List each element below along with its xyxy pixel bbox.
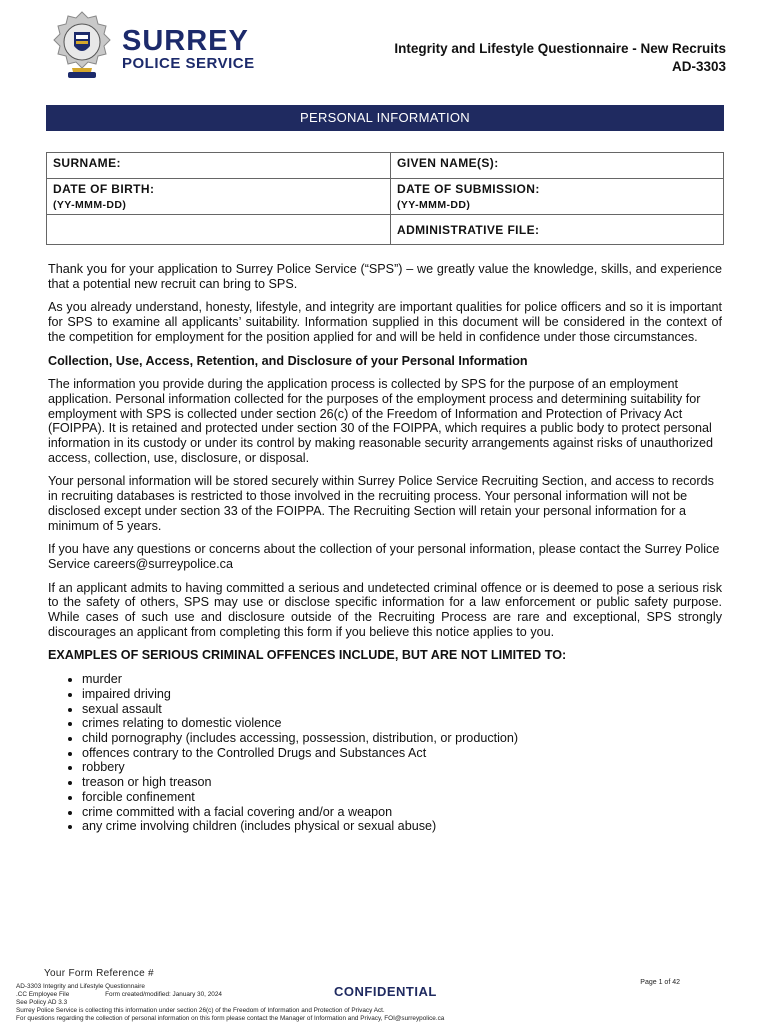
footer-line5: For questions regarding the collection of personal information on this form please contact the Manager of Information and Privacy, FOI@surreypolice.ca: [16, 1015, 445, 1023]
intro-paragraph: Thank you for your application to Surrey Police Service (“SPS”) – we greatly value the knowledge, skills, and experience that a potential new recruit can bring to SPS.: [48, 262, 722, 291]
offences-heading: EXAMPLES OF SERIOUS CRIMINAL OFFENCES INCLUDE, BUT ARE NOT LIMITED TO:: [48, 648, 567, 663]
offences-list: [48, 672, 722, 834]
date-of-birth-label: DATE OF BIRTH:: [53, 182, 155, 196]
administrative-file-field[interactable]: [391, 215, 724, 245]
date-of-birth-field[interactable]: [47, 179, 391, 215]
list-item: • offences contrary to the Controlled Drugs and Substances Act: [82, 746, 722, 761]
given-names-field[interactable]: [391, 153, 724, 179]
logo-surrey-text: SURREY: [122, 25, 249, 57]
surname-label: SURNAME:: [53, 156, 121, 170]
list-item: • impaired driving: [82, 687, 722, 702]
empty-cell: [47, 215, 391, 245]
date-of-submission-field[interactable]: [391, 179, 724, 215]
contact-paragraph: If you have any questions or concerns about the collection of your personal information, please contact the Surrey Police Service careers@surreypolice.ca: [48, 542, 720, 571]
date-of-submission-format: (YY-MMM-DD): [397, 199, 471, 211]
page-number: Page 1 of 42: [640, 979, 680, 986]
list-item: • forcible confinement: [82, 790, 722, 805]
collection-paragraph: The information you provide during the application process is collected by SPS for the purpose of an employment application. Personal information collected for the purposes of the employment process and determining suitability for employment with SPS is collected under section 26(c) of the Freedom of Information and Protection of Privacy Act (FOIPPA). It is retained and protected under section 30 of the FOIPPA, which requires a public body to protect personal information in its custody or under its control by making reasonable security arrangements against risks of unauthorized access, collection, use, disclosure, or disposal.: [48, 377, 714, 465]
list-item: • treason or high treason: [82, 775, 722, 790]
document-title: [394, 40, 726, 76]
footer-line3: See Policy AD 3.3: [16, 999, 68, 1007]
list-item: • crimes relating to domestic violence: [82, 716, 722, 731]
footer-employee-file: .CC Employee File: [16, 991, 70, 999]
document-title-line1: Integrity and Lifestyle Questionnaire - New Recruits: [394, 41, 726, 56]
surname-field[interactable]: [47, 153, 391, 179]
footer-line1: AD-3303 Integrity and Lifestyle Questionnaire: [16, 983, 145, 990]
disclosure-paragraph: If an applicant admits to having committed a serious and undetected criminal offence or is deemed to pose a serious risk to the safety of others, SPS may use or disclose specific information for a law enforcement or public safety purpose. While cases of such use and disclosure outside of the Recruiting Process are rare and exceptional, SPS strongly discourages an applicant from completing this form if you believe this notice applies to you.: [48, 580, 722, 639]
document-code: AD-3303: [671, 59, 726, 74]
body-content: [48, 262, 722, 834]
list-item: • any crime involving children (includes physical or sexual abuse): [82, 819, 722, 834]
section-banner: PERSONAL INFORMATION: [46, 105, 724, 131]
list-item: • child pornography (includes accessing, possession, distribution, or production): [82, 731, 522, 746]
surrey-police-logo: [50, 10, 270, 82]
personal-info-table: [46, 152, 724, 245]
given-names-label: GIVEN NAME(S):: [397, 156, 499, 170]
footer-form-date: Form created/modified: January 30, 2024: [105, 991, 222, 999]
list-item: • robbery: [82, 760, 722, 775]
list-item: • crime committed with a facial covering and/or a weapon: [82, 805, 722, 820]
date-of-birth-format: (YY-MMM-DD): [53, 199, 127, 211]
footer-line4: Surrey Police Service is collecting this information under section 26(c) of the Freedom of Information and Protection of Privacy Act.: [16, 1007, 385, 1015]
logo-police-service-text: POLICE SERVICE: [122, 55, 255, 72]
confidential-label: CONFIDENTIAL: [334, 984, 437, 999]
date-of-submission-label: DATE OF SUBMISSION:: [397, 182, 540, 196]
list-item: • sexual assault: [82, 702, 722, 717]
police-crest-icon: [50, 10, 114, 82]
collection-heading: Collection, Use, Access, Retention, and Disclosure of your Personal Information: [48, 353, 528, 368]
form-reference: Your Form Reference #: [44, 968, 154, 979]
administrative-file-label: ADMINISTRATIVE FILE:: [397, 223, 540, 237]
storage-paragraph: Your personal information will be stored securely within Surrey Police Service Recruiting Section, and access to records in recruiting databases is restricted to those involved in the recruiting process. Your personal information will not be disclosed except under section 33 of the FOIPPA. The Recruiting Section will retain your personal information for a minimum of 5 years.: [48, 474, 714, 533]
honesty-paragraph: As you already understand, honesty, lifestyle, and integrity are important qualities for police officers and so it is important for SPS to examine all applicants’ suitability. Information supplied in this document will be considered in the context of the competition for employment for the position applied for and will be held in confidence under those circumstances.: [48, 300, 722, 344]
list-item: • murder: [82, 672, 722, 687]
